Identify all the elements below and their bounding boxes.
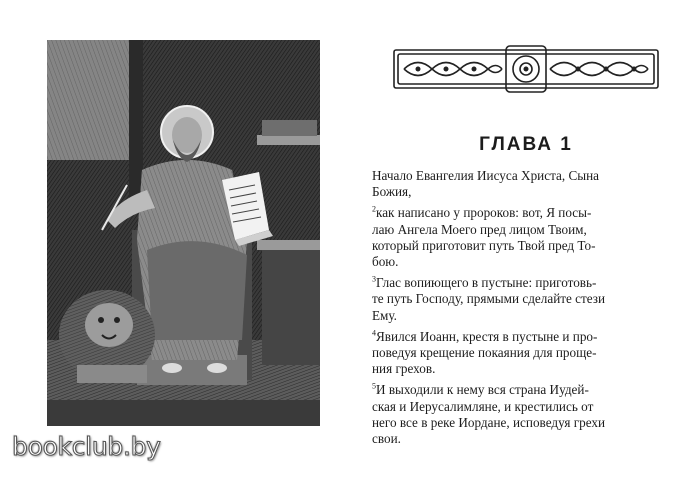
verse-line: Начало Евангелия Иисуса Христа, Сына xyxy=(372,168,600,183)
evangelist-mark-engraving-icon xyxy=(47,40,320,426)
verse-line: Божия, xyxy=(372,184,412,200)
verse-line xyxy=(372,275,672,291)
decorative-header-ornament-icon xyxy=(388,42,664,96)
verse-line-text: И выходили к нему вся страна Иудей- xyxy=(376,382,589,398)
verse-line: ния грехов. xyxy=(372,361,436,377)
verse-1 xyxy=(372,168,672,200)
verse-line-text: Глас вопиющего в пустыне: приготовь- xyxy=(376,275,597,291)
verse-number: 5 xyxy=(372,382,376,392)
header-ornament xyxy=(388,42,664,96)
verse-line: те путь Господу, прямыми сделайте стези xyxy=(372,291,606,307)
verse-line: ская и Иерусалимляне, и крестились от xyxy=(372,398,594,414)
verse-text-block xyxy=(372,168,672,452)
verse-line: лаю Ангела Моего пред лицом Твоим, xyxy=(372,221,587,237)
verse-line-text: как написано у пророков: вот, Я посы- xyxy=(376,205,592,221)
verse-line: свои. xyxy=(372,431,401,447)
verse-line xyxy=(372,205,672,221)
verse-2 xyxy=(372,205,672,270)
verse-line xyxy=(372,329,672,345)
verse-line: который приготовит путь Твой пред То- xyxy=(372,237,596,253)
chapter-title: ГЛАВА 1 xyxy=(479,134,573,155)
evangelist-engraving xyxy=(47,40,320,426)
verse-line xyxy=(372,382,672,398)
verse-3 xyxy=(372,275,672,324)
verse-line: бою. xyxy=(372,254,399,270)
verse-line: него все в реке Иордане, исповедуя грехи xyxy=(372,414,606,430)
verse-number: 3 xyxy=(372,274,376,284)
verse-number: 4 xyxy=(372,328,376,338)
verse-line-text: Явился Иоанн, крестя в пустыне и про- xyxy=(376,328,598,344)
verse-line: поведуя крещение покаяния для проще- xyxy=(372,345,597,361)
site-watermark: bookclub.by xyxy=(12,432,161,461)
verse-4 xyxy=(372,329,672,378)
verse-number: 2 xyxy=(372,205,376,215)
verse-line: Ему. xyxy=(372,307,397,323)
verse-5 xyxy=(372,382,672,447)
